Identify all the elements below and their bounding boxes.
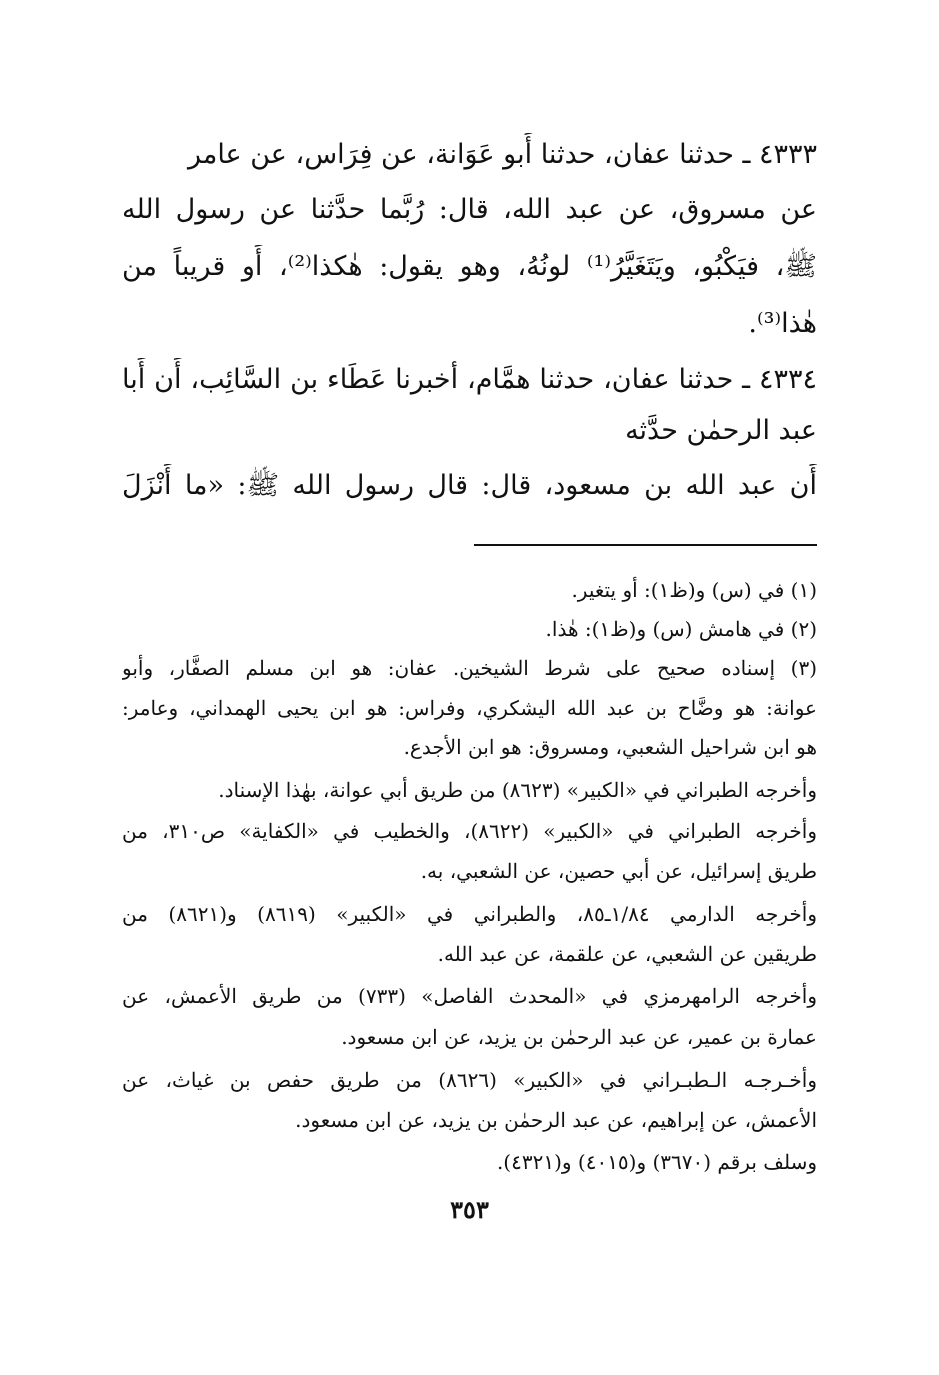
footnote-divider — [474, 544, 817, 546]
hadith-4333-line-3: ﷺ، فيَكْبُو، ويَتَغَيَّرُ⁽¹⁾ لونُهُ، وهو يقول: هٰكذا⁽²⁾، أَو قريباً من — [122, 251, 817, 282]
footnote-line-1: (١) في (س) و(ظ١): أو يتغير. — [571, 578, 817, 602]
footnote-line-15: وسلف برقم (٣٦٧٠) و(٤٠١٥) و(٤٣٢١). — [496, 1150, 817, 1174]
footnote-line-4: عوانة: هو وضَّاح بن عبد الله اليشكري، وفراس: هو ابن يحيى الهمداني، وعامر: — [122, 696, 817, 720]
footnote-line-13: وأخـرجـه الـطبـراني في «الكبير» (٨٦٢٦) من طريق حفص بن غياث، عن — [122, 1068, 817, 1092]
footnote-line-2: (٢) في هامش (س) و(ظ١): هٰذا. — [545, 617, 817, 641]
hadith-4333-line-4: هٰذا⁽³⁾. — [748, 308, 817, 339]
footnote-line-9: وأخرجه الدارمي ١/٨٤ـ٨٥، والطبراني في «الكبير» (٨٦١٩) و(٨٦٢١) من — [122, 902, 817, 926]
footnote-line-10: طريقين عن الشعبي، عن علقمة، عن عبد الله. — [437, 942, 817, 966]
hadith-4334-line-3: أَن عبد الله بن مسعود، قال: قال رسول الله ﷺ: «ما أَنْزَلَ — [122, 470, 817, 501]
footnote-line-12: عمارة بن عمير، عن عبد الرحمٰن بن يزيد، عن ابن مسعود. — [341, 1025, 817, 1049]
footnote-line-11: وأخرجه الرامهرمزي في «المحدث الفاصل» (٧٣٣) من طريق الأعمش، عن — [122, 984, 817, 1008]
footnote-line-8: طريق إسرائيل، عن أبي حصين، عن الشعبي، به. — [420, 859, 817, 883]
hadith-4333-line-1: ٤٣٣٣ ـ حدثنا عفان، حدثنا أَبو عَوَانة، عن فِرَاس، عن عامر — [187, 139, 817, 170]
hadith-4334-line-2: عبد الرحمٰن حدَّثه — [625, 415, 817, 446]
footnote-line-6: وأخرجه الطبراني في «الكبير» (٨٦٢٣) من طريق أبي عوانة، بهٰذا الإسناد. — [218, 778, 817, 802]
page-number: ٣٥٣ — [450, 1195, 489, 1224]
hadith-4333-line-2: عن مسروق، عن عبد الله، قال: رُبَّما حدَّثنا عن رسول الله — [122, 194, 817, 225]
footnote-line-3: (٣) إسناده صحيح على شرط الشيخين. عفان: هو ابن مسلم الصفَّار، وأبو — [122, 656, 817, 680]
footnote-line-5: هو ابن شراحيل الشعبي، ومسروق: هو ابن الأجدع. — [403, 735, 817, 759]
hadith-4334-line-1: ٤٣٣٤ ـ حدثنا عفان، حدثنا همَّام، أخبرنا عَطَاء بن السَّائِب، أَن أَبا — [122, 364, 817, 395]
footnote-line-14: الأعمش، عن إبراهيم، عن عبد الرحمٰن بن يزيد، عن ابن مسعود. — [295, 1108, 817, 1132]
footnote-line-7: وأخرجه الطبراني في «الكبير» (٨٦٢٢)، والخطيب في «الكفاية» ص٣١٠، من — [122, 819, 817, 843]
